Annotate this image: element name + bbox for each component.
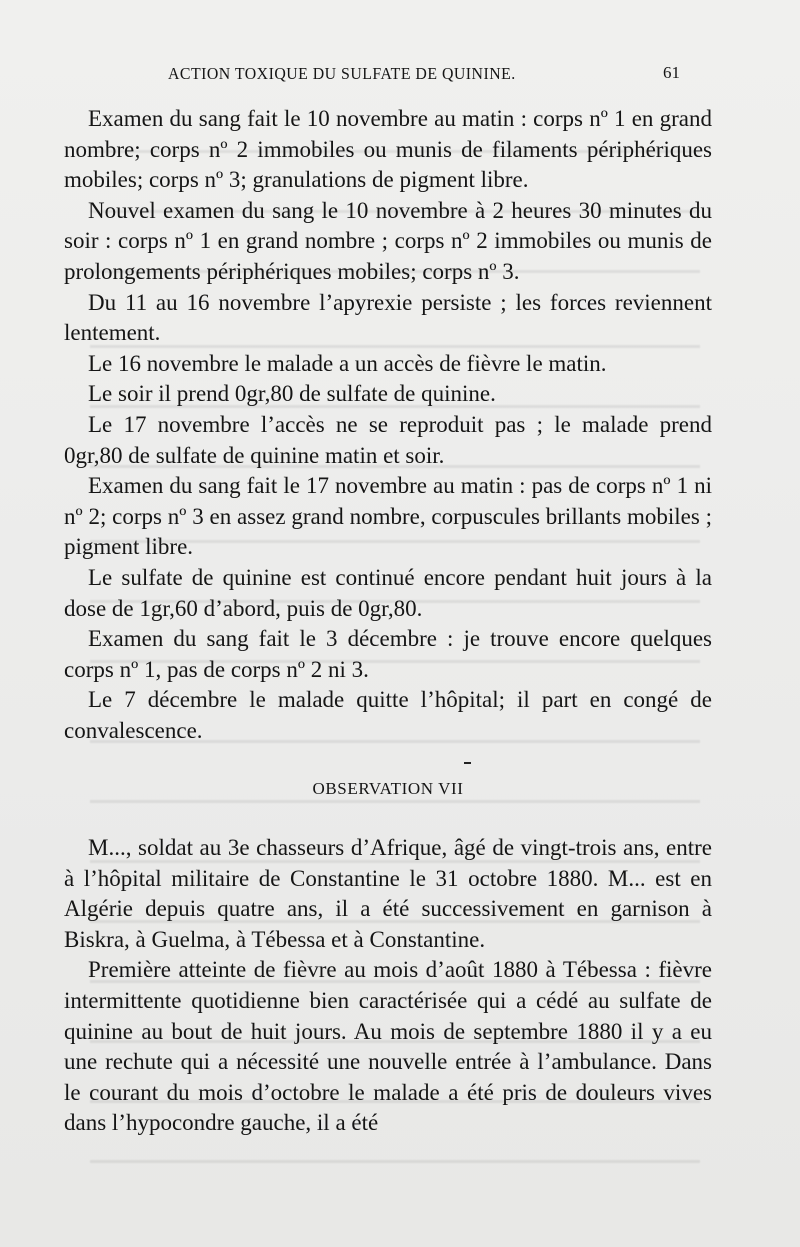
page-number: 61 <box>663 63 680 82</box>
running-head-title: ACTION TOXIQUE DU SULFATE DE QUININE. <box>168 64 516 83</box>
paragraph-blood-exam-nov-17: Examen du sang fait le 17 novembre au matin : pas de corps nº 1 ni nº 2; corps nº 3 en assez grand nombre, corpuscules brillants mobiles ; pigment libre. <box>64 473 712 560</box>
paragraph-blood-exam-nov-10-morning: Examen du sang fait le 10 novembre au matin : corps nº 1 en grand nombre; corps nº 2 immobiles ou munis de filaments périphériques mobiles; corps nº 3; granulations de pigment libre. <box>64 106 712 193</box>
body-text <box>64 104 712 1139</box>
paragraph-discharge: Le 7 décembre le malade quitte l’hôpital; il part en congé de convalescence. <box>64 687 712 743</box>
paragraph-apyrexia: Du 11 au 16 novembre l’apyrexie persiste ; les forces reviennent lentement. <box>64 289 712 346</box>
paragraph-quinine-continued: Le sulfate de quinine est continué encore pendant huit jours à la dose de 1gr,60 d’abord, puis de 0gr,80. <box>64 564 712 621</box>
paragraph-blood-exam-nov-10-evening: Nouvel examen du sang le 10 novembre à 2 heures 30 minutes du soir : corps nº 1 en grand nombre ; corps nº 2 immobiles ou munis de prolongements périphériques mobiles; corps nº 3. <box>64 197 712 284</box>
paragraph-first-fever: Première atteinte de fièvre au mois d’août 1880 à Tébessa : fièvre intermittente quotidienne bien caractérisée qui a cédé au sulfate de quinine au bout de huit jours. Au mois de septembre 1880 il y a eu une rechute qui a nécessité une nouvelle entrée à l’ambulance. Dans le courant du mois d’octobre le malade a été pris de douleurs vives dans l’hypocondre gauche, il a été <box>64 957 712 1136</box>
paragraph-blood-exam-dec-3: Examen du sang fait le 3 décembre : je trouve encore quelques corps nº 1, pas de corps nº 2 ni 3. <box>64 626 712 682</box>
section-spacer <box>64 805 712 833</box>
section-spacer <box>64 746 712 774</box>
paragraph-nov-17: Le 17 novembre l’accès ne se reproduit pas ; le malade prend 0gr,80 de sulfate de quinine matin et soir. <box>64 411 712 468</box>
paragraph-fever-nov-16: Le 16 novembre le malade a un accès de fièvre le matin. <box>88 350 607 376</box>
paragraph-patient-intro: M..., soldat au 3e chasseurs d’Afrique, âgé de vingt-trois ans, entre à l’hôpital militaire de Constantine le 31 octobre 1880. M... est en Algérie depuis quatre ans, il a été successivement en garnison à Biskra, à Guelma, à Tébessa et à Constantine. <box>64 835 712 952</box>
paragraph-evening-dose: Le soir il prend 0gr,80 de sulfate de quinine. <box>88 381 496 407</box>
section-heading: OBSERVATION VII <box>312 779 464 799</box>
stray-mark <box>464 762 471 764</box>
